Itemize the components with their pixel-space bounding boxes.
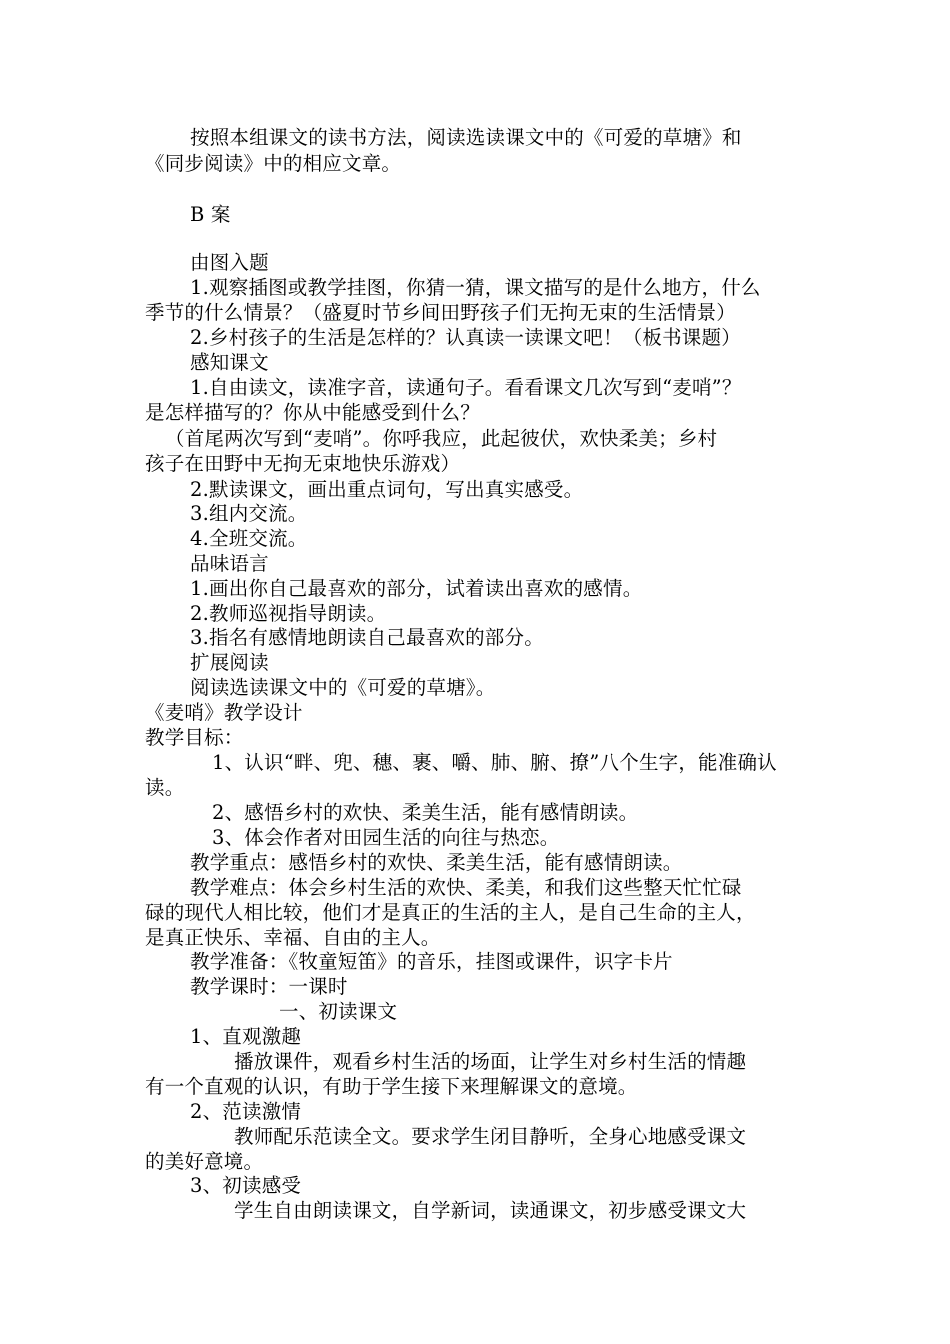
section-heading: 扩展阅读: [190, 651, 269, 674]
section-heading: 一、初读课文: [279, 1000, 398, 1023]
text-line: 1.画出你自己最喜欢的部分，试着读出喜欢的感情。: [190, 577, 643, 600]
text-line: 教学重点：感悟乡村的欢快、柔美生活，能有感情朗读。: [190, 851, 683, 874]
document-title: 《麦哨》教学设计: [145, 701, 303, 724]
text-line: 的美好意境。: [145, 1150, 264, 1173]
text-line: 2、感悟乡村的欢快、柔美生活，能有感情朗读。: [212, 801, 639, 824]
section-heading: 2、范读激情: [190, 1100, 302, 1123]
section-heading: 教学目标：: [145, 726, 244, 749]
text-line: 1、认识“畔、兜、穗、裹、嚼、肺、腑、撩”八个生字，能准确认: [212, 751, 777, 774]
text-line: 有一个直观的认识，有助于学生接下来理解课文的意境。: [145, 1075, 638, 1098]
section-heading: 3、初读感受: [190, 1174, 302, 1197]
section-heading: 由图入题: [190, 251, 269, 274]
text-line: 是怎样描写的？你从中能感受到什么？: [145, 401, 480, 424]
text-line: 2.教师巡视指导朗读。: [190, 602, 387, 625]
text-line: 碌的现代人相比较，他们才是真正的生活的主人，是自己生命的主人，: [145, 901, 756, 924]
section-heading: 1、直观激趣: [190, 1025, 302, 1048]
text-line: 《同步阅读》中的相应文章。: [145, 152, 402, 175]
text-line: 季节的什么情景？（盛夏时节乡间田野孩子们无拘无束的生活情景）: [145, 301, 737, 324]
text-line: 1.观察插图或教学挂图，你猜一猜，课文描写的是什么地方，什么: [190, 276, 761, 299]
section-heading: B 案: [190, 203, 231, 226]
text-line: 播放课件，观看乡村生活的场面，让学生对乡村生活的情趣: [234, 1050, 747, 1073]
section-heading: 感知课文: [190, 351, 269, 374]
text-line: 3.组内交流。: [190, 502, 308, 525]
text-line: 是真正快乐、幸福、自由的主人。: [145, 926, 441, 949]
text-line: 教师配乐范读全文。要求学生闭目静听，全身心地感受课文: [234, 1125, 747, 1148]
text-line: 读。: [145, 776, 185, 799]
text-line: 教学课时：一课时: [190, 975, 348, 998]
text-line: 3.指名有感情地朗读自己最喜欢的部分。: [190, 626, 544, 649]
text-line: 按照本组课文的读书方法，阅读选读课文中的《可爱的草塘》和: [190, 126, 742, 149]
text-line: 2.乡村孩子的生活是怎样的？认真读一读课文吧！（板书课题）: [190, 326, 741, 349]
text-line: 3、体会作者对田园生活的向往与热恋。: [212, 826, 560, 849]
text-line: （首尾两次写到“麦哨”。你呼我应，此起彼伏，欢快柔美；乡村: [165, 427, 718, 450]
text-line: 教学准备：《牧童短笛》的音乐，挂图或课件，识字卡片: [190, 950, 673, 973]
text-line: 4.全班交流。: [190, 527, 308, 550]
text-line: 教学难点：体会乡村生活的欢快、柔美，和我们这些整天忙忙碌: [190, 876, 742, 899]
text-line: 学生自由朗读课文，自学新词，读通课文，初步感受课文大: [234, 1199, 747, 1222]
text-line: 孩子在田野中无拘无束地快乐游戏）: [145, 452, 461, 475]
section-heading: 品味语言: [190, 552, 269, 575]
text-line: 1.自由读文，读准字音，读通句子。看看课文几次写到“麦哨”？: [190, 376, 742, 399]
text-line: 阅读选读课文中的《可爱的草塘》。: [190, 676, 496, 699]
text-line: 2.默读课文，画出重点词句，写出真实感受。: [190, 478, 584, 501]
